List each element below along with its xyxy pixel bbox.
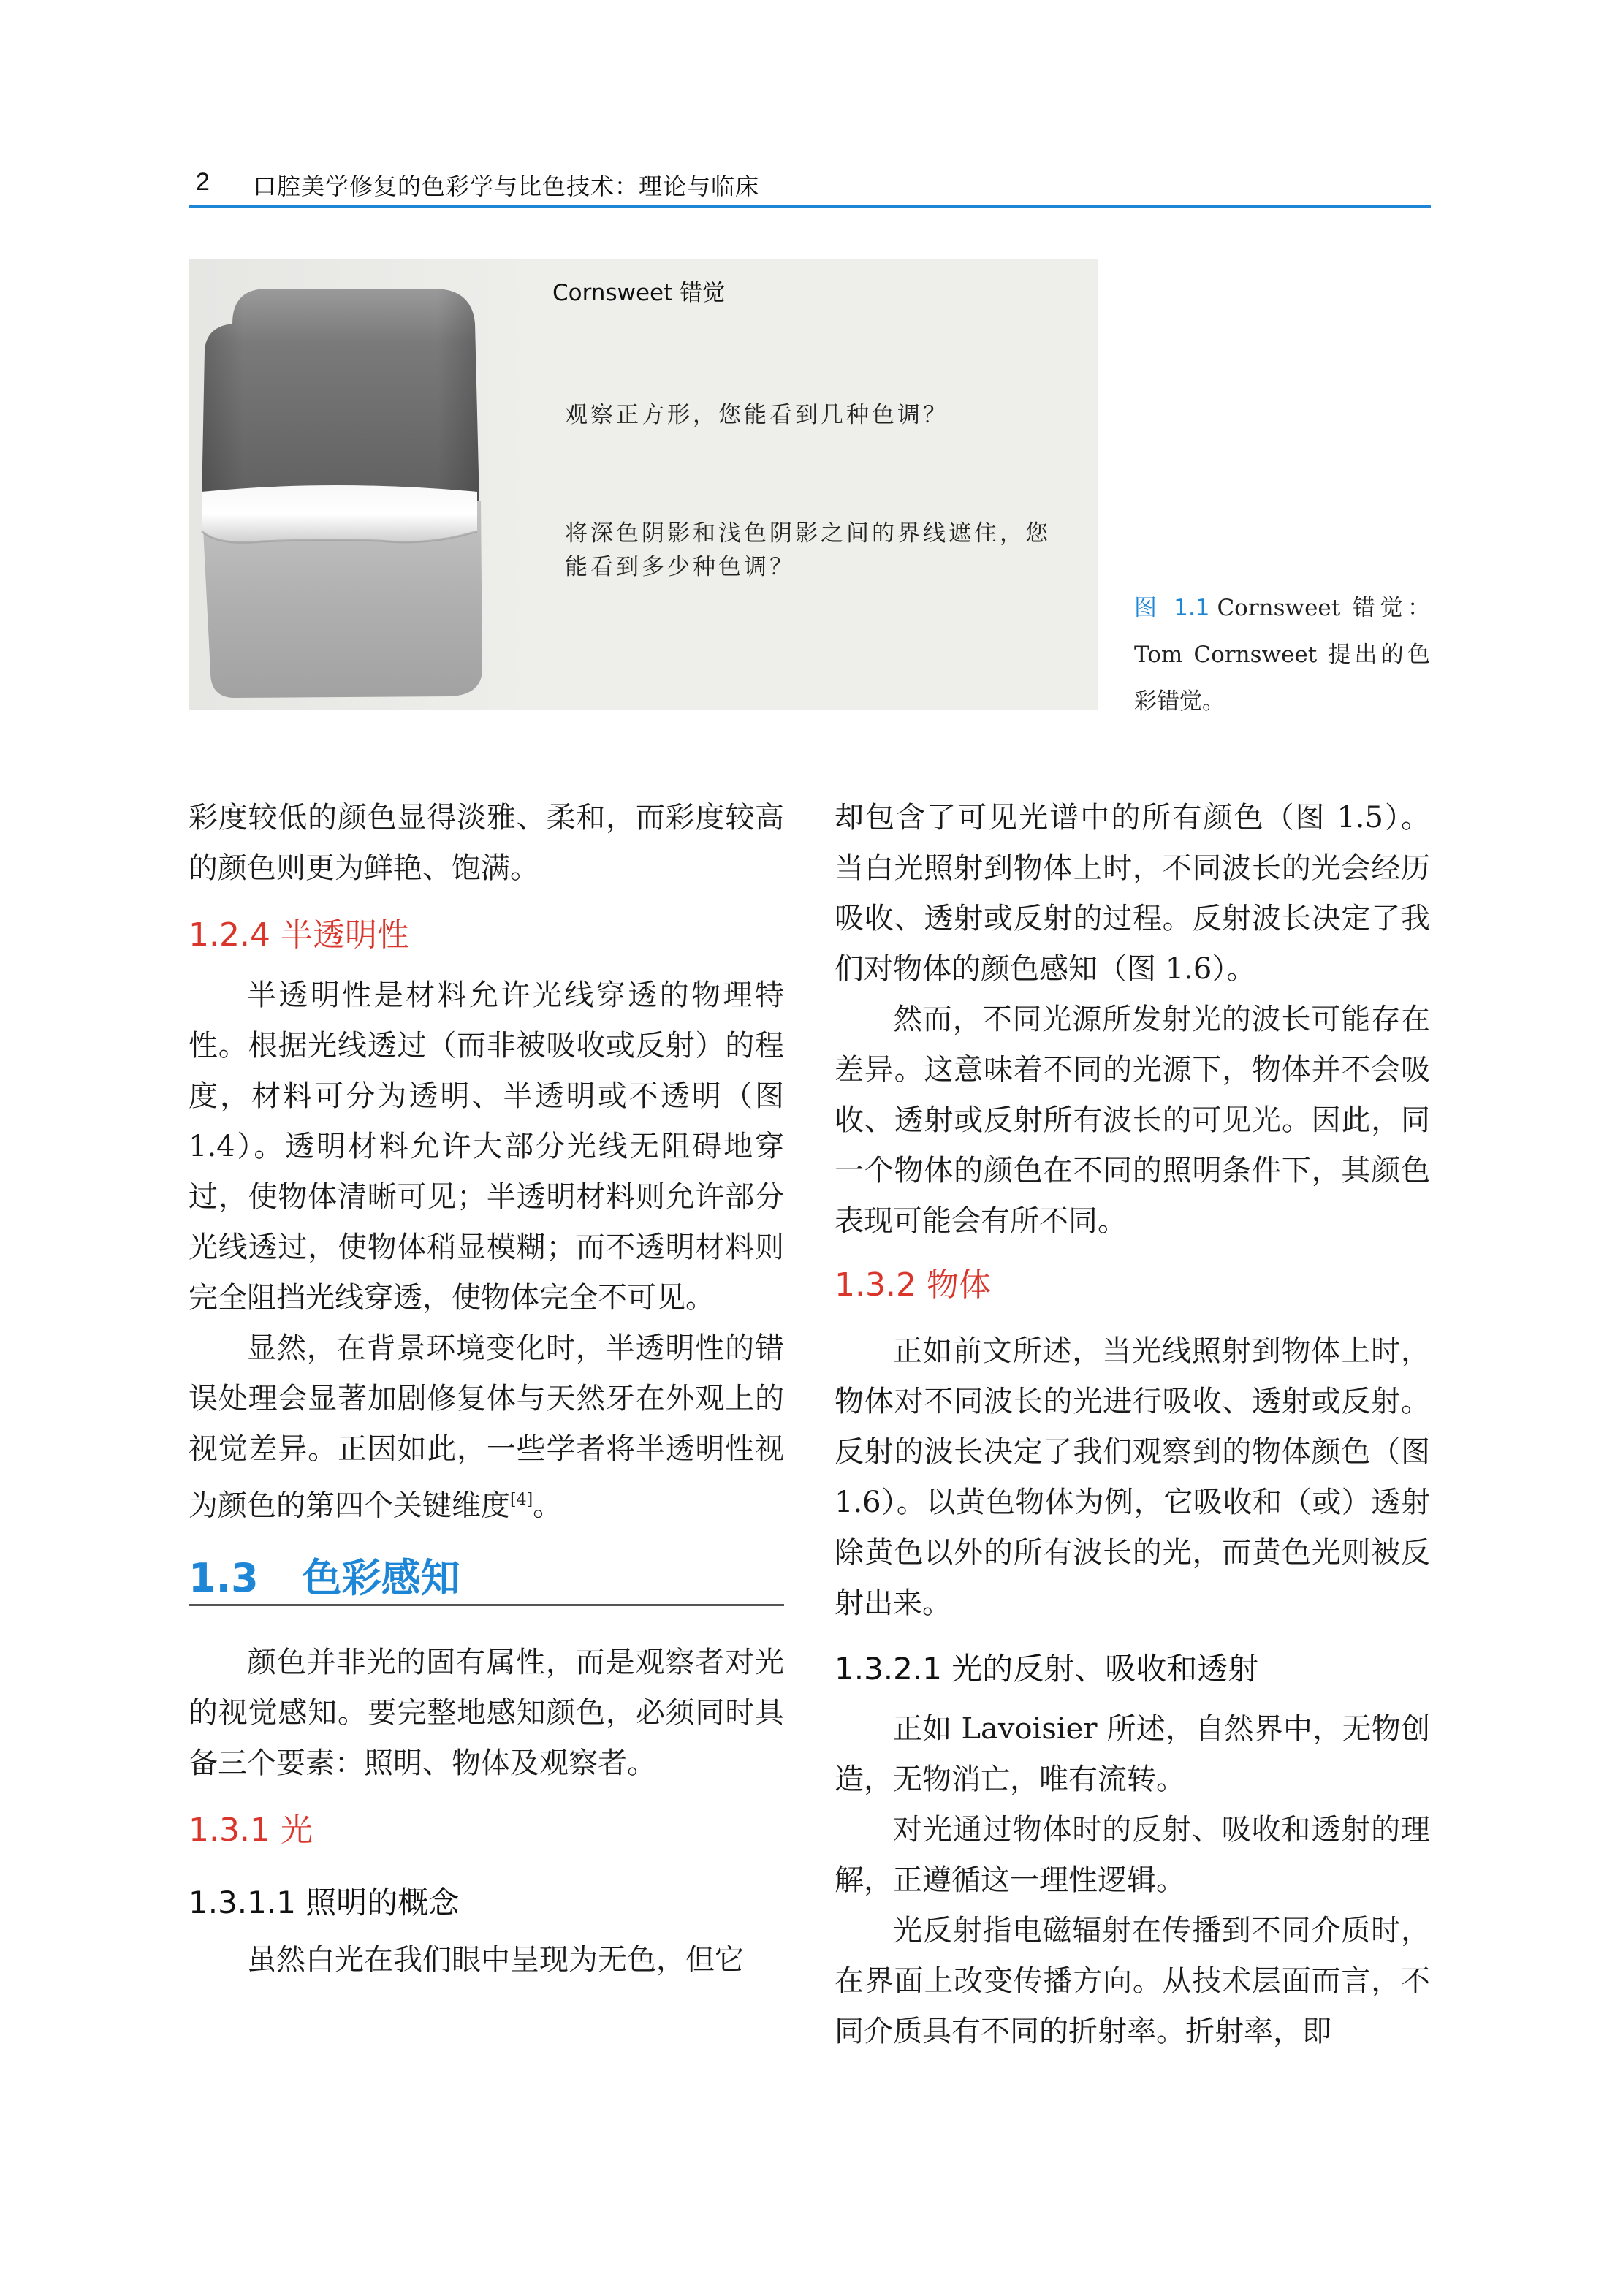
figure-question-1: 观察正方形，您能看到几种色调？	[565, 402, 949, 428]
caption-label: 图 1.1	[1134, 595, 1210, 621]
paragraph: 正如 Lavoisier 所述，自然界中，无物创造，无物消亡，唯有流转。	[835, 1712, 1430, 1796]
caption-text: Cornsweet 错觉：Tom Cornsweet 提出的色彩错觉。	[1134, 595, 1430, 715]
paragraph-text: 显然，在背景环境变化时，半透明性的错误处理会显著加剧修复体与天然牙在外观上的视觉差异。正因如此，一些学者将半透明性视为颜色的第四个关键维度	[189, 1331, 784, 1523]
page-number: 2	[196, 168, 210, 196]
right-column	[835, 793, 1430, 2057]
paragraph: 虽然白光在我们眼中呈现为无色，但它	[247, 1943, 744, 1977]
chapter-title: 色彩感知	[302, 1555, 460, 1602]
running-title: 口腔美学修复的色彩学与比色技术：理论与临床	[253, 172, 760, 200]
chapter-number: 1.3	[189, 1555, 259, 1602]
chapter-heading-1-3	[189, 1547, 460, 1603]
paragraph: 却包含了可见光谱中的所有颜色（图 1.5）。当白光照射到物体上时，不同波长的光会经历吸收、透射或反射的过程。反射波长决定了我们对物体的颜色感知（图 1.6）。	[835, 801, 1430, 986]
chapter-rule	[189, 1604, 784, 1606]
section-heading-1-2-4: 1.2.4 半透明性	[189, 916, 409, 954]
header-rule	[189, 205, 1431, 208]
paragraph: 光反射指电磁辐射在传播到不同介质时，在界面上改变传播方向。从技术层面而言，不同介质具有不同的折射率。折射率，即	[835, 1914, 1430, 2048]
paragraph: 半透明性是材料允许光线穿透的物理特性。根据光线透过（而非被吸收或反射）的程度，材料可分为透明、半透明或不透明（图 1.4）。透明材料允许大部分光线无阻碍地穿过，使物体清晰可见；半透明材料则允许部分光线透过，使物体稍显模糊；而不透明材料则完全阻挡光线穿透，使物体完全不可见。	[189, 978, 784, 1315]
paragraph: 正如前文所述，当光线照射到物体上时，物体对不同波长的光进行吸收、透射或反射。反射的波长决定了我们观察到的物体颜色（图 1.6）。以黄色物体为例，它吸收和（或）透射除黄色以外的所有波长的光，而黄色光则被反射出来。	[835, 1334, 1430, 1620]
section-heading-1-3-1: 1.3.1 光	[189, 1812, 313, 1850]
figure-question-2: 将深色阴影和浅色阴影之间的界线遮住，您能看到多少种色调？	[565, 520, 1051, 580]
citation-ref: [4]	[510, 1491, 533, 1509]
paragraph-end: 。	[533, 1489, 563, 1523]
paragraph	[189, 1323, 784, 1531]
paragraph: 彩度较低的颜色显得淡雅、柔和，而彩度较高的颜色则更为鲜艳、饱满。	[189, 801, 784, 885]
left-column	[189, 793, 784, 1985]
page-header	[189, 162, 1431, 206]
paragraph: 颜色并非光的固有属性，而是观察者对光的视觉感知。要完整地感知颜色，必须同时具备三个要素：照明、物体及观察者。	[189, 1646, 784, 1781]
figure-caption	[1134, 585, 1430, 725]
cornsweet-cube-illustration	[189, 259, 547, 710]
paragraph: 然而，不同光源所发射光的波长可能存在差异。这意味着不同的光源下，物体并不会吸收、透射或反射所有波长的可见光。因此，同一个物体的颜色在不同的照明条件下，其颜色表现可能会有所不同。	[835, 1003, 1430, 1238]
subsection-heading-1-3-1-1: 1.3.1.1 照明的概念	[189, 1885, 460, 1921]
figure-title: Cornsweet 错觉	[552, 280, 726, 306]
subsection-heading-1-3-2-1: 1.3.2.1 光的反射、吸收和透射	[835, 1651, 1259, 1687]
chapter-heading-block	[189, 1531, 784, 1619]
paragraph: 对光通过物体时的反射、吸收和透射的理解，正遵循这一理性逻辑。	[835, 1813, 1430, 1897]
figure-cornsweet	[189, 259, 1098, 710]
section-heading-1-3-2: 1.3.2 物体	[835, 1266, 991, 1304]
